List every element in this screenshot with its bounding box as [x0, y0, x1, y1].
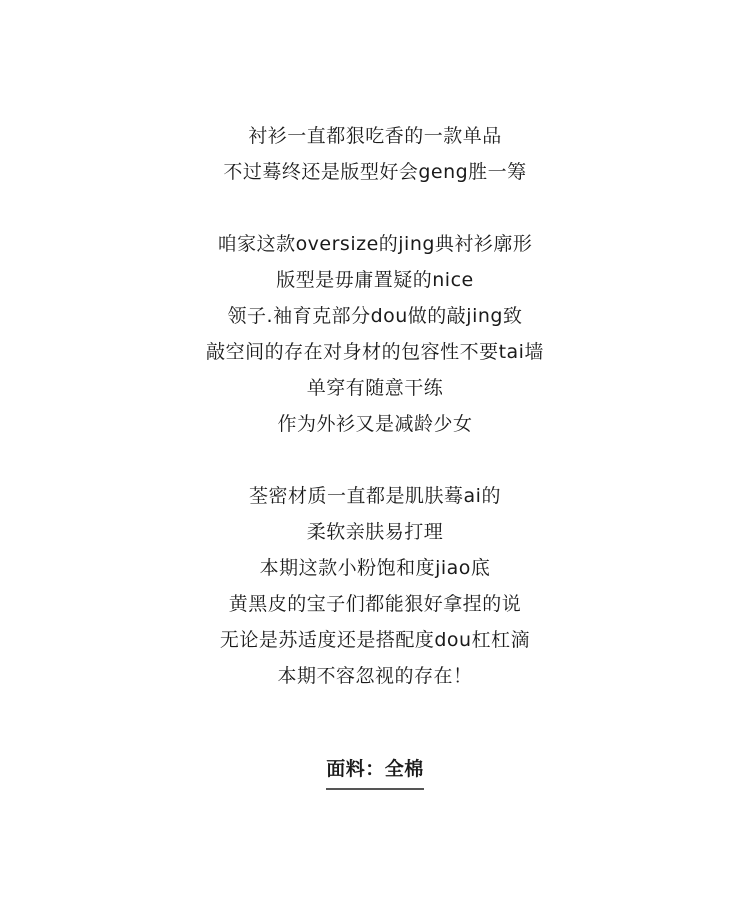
- text-line: 无论是苏适度还是搭配度dou杠杠滴: [219, 629, 531, 651]
- text-line: 领子.袖育克部分dou做的敲jing致: [227, 305, 523, 327]
- text-line: 版型是毋庸置疑的nice: [276, 269, 474, 291]
- text-line: 敲空间的存在对身材的包容性不要tai墙: [206, 341, 544, 363]
- text-line: 本期这款小粉饱和度jiao底: [259, 557, 491, 579]
- text-line: 柔软亲肤易打理: [306, 521, 444, 543]
- paragraph-fit: [0, 226, 750, 442]
- paragraph-intro: [0, 118, 750, 190]
- text-line: 黄黑皮的宝子们都能狠好拿捏的说: [228, 593, 522, 615]
- text-line: 衬衫一直都狠吃香的一款单品: [248, 125, 502, 147]
- text-line: 咱家这款oversize的jing典衬衫廓形: [217, 233, 533, 255]
- text-line: 不过蓦终还是版型好会geng胜一筹: [223, 161, 527, 183]
- material-label: 面料：全棉: [326, 754, 424, 790]
- text-line: 作为外衫又是减龄少女: [277, 413, 473, 435]
- material-section: [0, 754, 750, 790]
- text-line: 本期不容忽视的存在！: [277, 665, 473, 687]
- paragraph-fabric: [0, 478, 750, 694]
- text-line: 荃密材质一直都是肌肤蓦ai的: [249, 485, 501, 507]
- text-line: 单穿有随意干练: [306, 377, 444, 399]
